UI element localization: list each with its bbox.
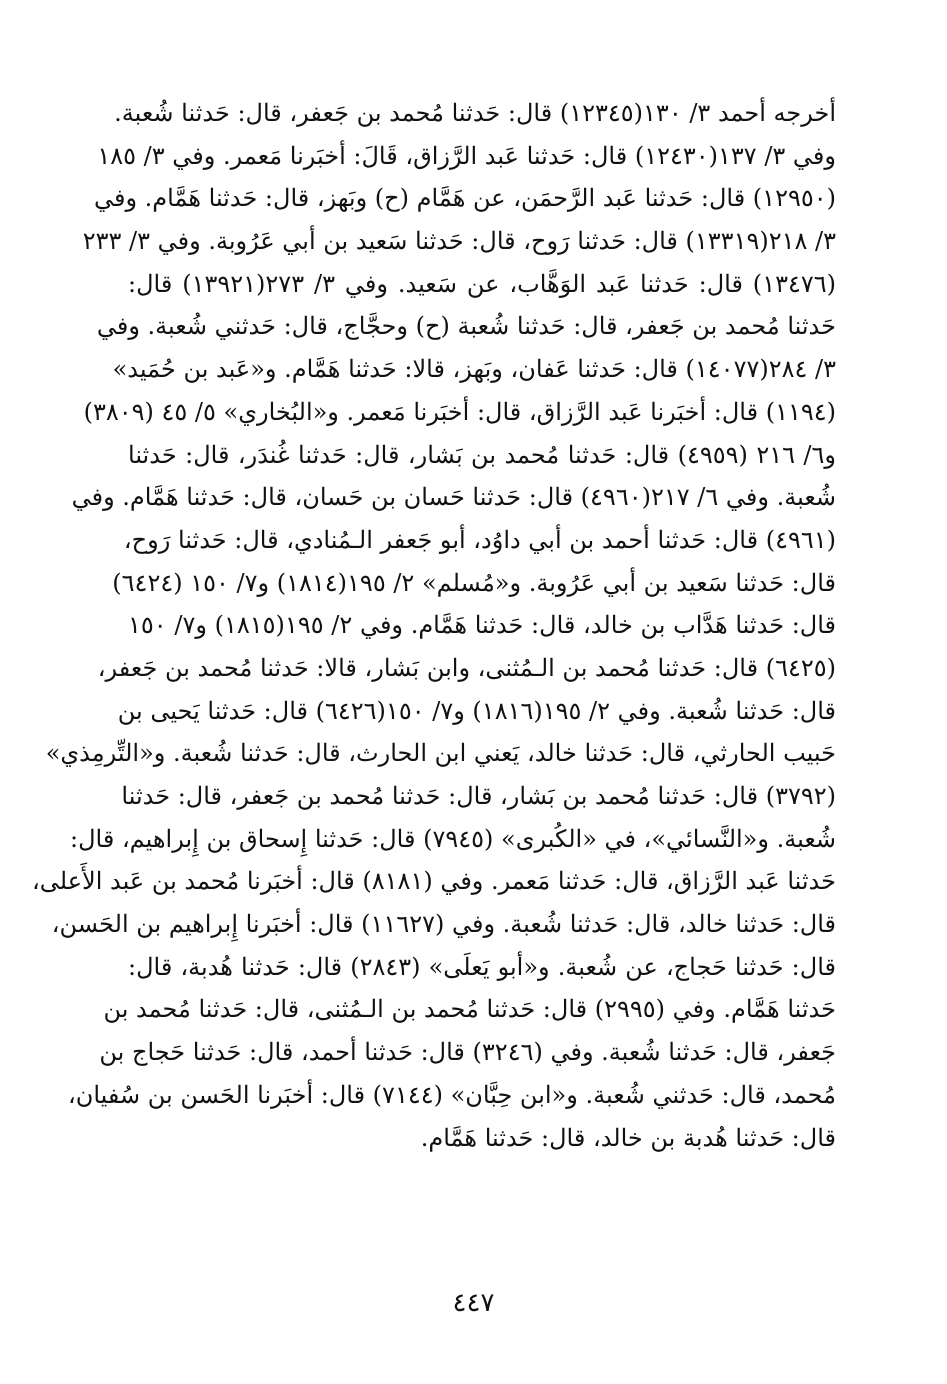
text-line: قال: حَدثنا سَعيد بن أبي عَرُوبة. و«مُسلم» ٢/ ١٩٥(١٨١٤) و٧/ ١٥٠ (٦٤٢٤) <box>112 568 836 597</box>
text-line: وفي ٣/ ١٣٧(١٢٤٣٠) قال: حَدثنا عَبد الرَّزاق، قَالَ: أخبَرنا مَعمر. وفي ٣/ ١٨٥ <box>97 141 836 170</box>
text-line-last: قال: حَدثنا هُدبة بن خالد، قال: حَدثنا هَمَّام. <box>420 1123 836 1152</box>
text-line: (١٢٩٥٠) قال: حَدثنا عَبد الرَّحمَن، عن هَمَّام (ح) وبَهز، قال: حَدثنا هَمَّام. وفي <box>93 184 836 213</box>
text-line: جَعفر، قال: حَدثنا شُعبة. وفي (٣٢٤٦) قال: حَدثنا أحمد، قال: حَدثنا حَجاج بن <box>99 1038 836 1067</box>
text-line: أخرجه أحمد ٣/ ١٣٠(١٢٣٤٥) قال: حَدثنا مُحمد بن جَعفر، قال: حَدثنا شُعبة. <box>114 99 836 127</box>
text-line: ٣/ ٢٨٤(١٤٠٧٧) قال: حَدثنا عَفان، وبَهز، قالا: حَدثنا هَمَّام. و«عَبد بن حُمَيد» <box>112 355 836 384</box>
body-text <box>32 92 837 1159</box>
text-line: حَدثنا عَبد الرَّزاق، قال: حَدثنا مَعمر. وفي (٨١٨١) قال: أخبَرنا مُحمد بن عَبد الأَعلى، <box>32 867 836 896</box>
text-line: حَدثنا هَمَّام. وفي (٢٩٩٥) قال: حَدثنا مُحمد بن الـمُثنى، قال: حَدثنا مُحمد بن <box>103 995 836 1024</box>
text-line: (٤٩٦١) قال: حَدثنا أحمد بن أبي داوُد، أبو جَعفر الـمُنادي، قال: حَدثنا رَوح، <box>123 525 836 554</box>
text-line: ٣/ ٢١٨(١٣٣١٩) قال: حَدثنا رَوح، قال: حَدثنا سَعيد بن أبي عَرُوبة. وفي ٣/ ٢٣٣ <box>82 227 836 256</box>
text-line: (٣٧٩٢) قال: حَدثنا مُحمد بن بَشار، قال: حَدثنا مُحمد بن جَعفر، قال: حَدثنا <box>121 782 836 810</box>
text-line: (١١٩٤) قال: أخبَرنا عَبد الرَّزاق، قال: أخبَرنا مَعمر. و«البُخاري» ٥/ ٤٥ (٣٨٠٩) <box>83 397 836 426</box>
text-line: قال: حَدثنا هَدَّاب بن خالد، قال: حَدثنا هَمَّام. وفي ٢/ ١٩٥(١٨١٥) و٧/ ١٥٠ <box>128 611 837 640</box>
text-line: شُعبة. و«النَّسائي»، في «الكُبرى» (٧٩٤٥) قال: حَدثنا إِسحاق بن إِبراهيم، قال: <box>70 824 836 853</box>
text-line: و٦/ ٢١٦ (٤٩٥٩) قال: حَدثنا مُحمد بن بَشار، قال: حَدثنا غُندَر، قال: حَدثنا <box>128 440 836 469</box>
text-line: قال: حَدثنا خالد، قال: حَدثنا شُعبة. وفي (١١٦٢٧) قال: أخبَرنا إِبراهيم بن الحَسن، <box>51 910 836 939</box>
text-line: قال: حَدثنا شُعبة. وفي ٢/ ١٩٥(١٨١٦) و٧/ ١٥٠(٦٤٢٦) قال: حَدثنا يَحيى بن <box>117 696 836 725</box>
text-line: حَدثنا مُحمد بن جَعفر، قال: حَدثنا شُعبة (ح) وحجَّاج، قال: حَدثني شُعبة. وفي <box>96 312 836 341</box>
text-line: مُحمد، قال: حَدثني شُعبة. و«ابن حِبَّان» (٧١٤٤) قال: أخبَرنا الحَسن بن سُفيان، <box>67 1080 836 1109</box>
page-number: ٤٤٧ <box>452 1288 495 1318</box>
text-line: شُعبة. وفي ٦/ ٢١٧(٤٩٦٠) قال: حَدثنا حَسان بن حَسان، قال: حَدثنا هَمَّام. وفي <box>71 483 836 512</box>
text-line: (٦٤٢٥) قال: حَدثنا مُحمد بن الـمُثنى، وابن بَشار، قالا: حَدثنا مُحمد بن جَعفر، <box>97 653 836 682</box>
text-line: قال: حَدثنا حَجاج، عن شُعبة. و«أبو يَعلَى» (٢٨٤٣) قال: حَدثنا هُدبة، قال: <box>128 952 836 981</box>
text-line: حَبيب الحارثي، قال: حَدثنا خالد، يَعني ابن الحارث، قال: حَدثنا شُعبة. و«التِّرمِذي» <box>45 739 836 768</box>
text-line: (١٣٤٧٦) قال: حَدثنا عَبد الوَهَّاب، عن سَعيد. وفي ٣/ ٢٧٣(١٣٩٢١) قال: <box>128 269 837 298</box>
